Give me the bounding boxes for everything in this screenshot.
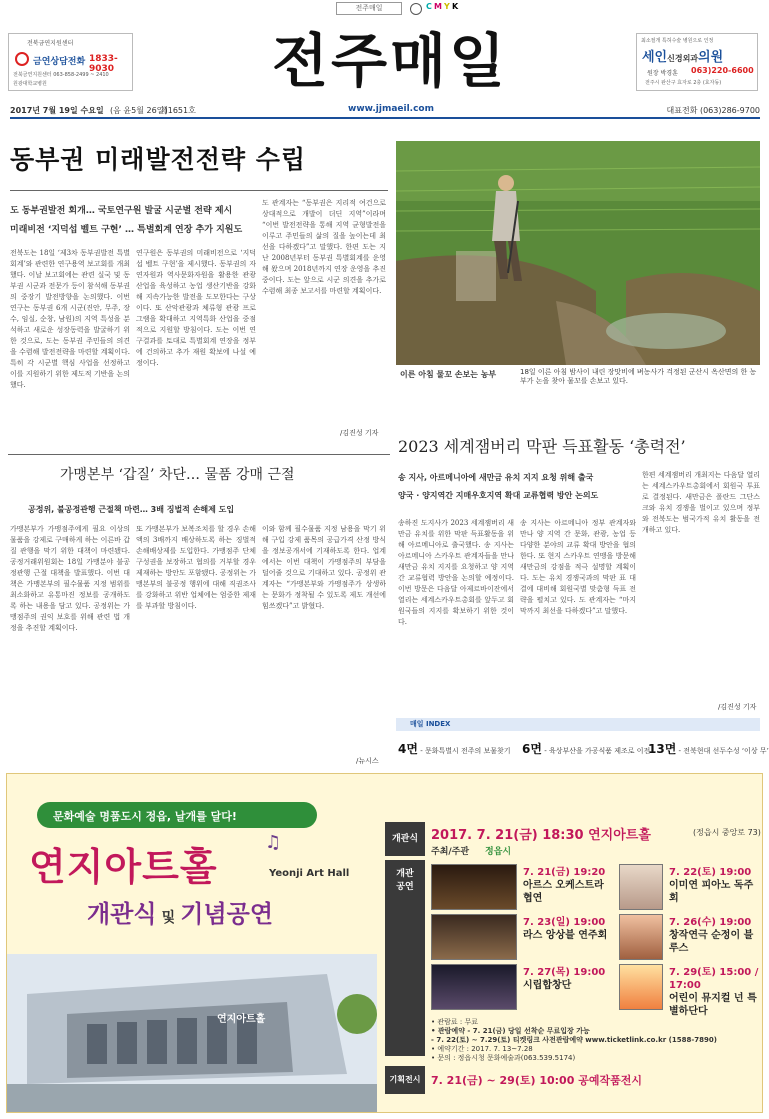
site-url[interactable]: www.jjmaeil.com [348,104,434,114]
ad-sein-tagline: 최소절개 특허수술 병원으로 인정 [641,38,714,44]
ad-info-reserve: • 관람예약 - 7. 21(금) 당일 선착순 무료입장 가능 [431,1027,590,1035]
perf-thumb-2 [619,864,663,910]
ad-title-sub-concert: 기념공연 [180,900,274,928]
photo-caption-body: 18일 이른 아침 밤사이 내린 장맛비에 벼농사가 걱정된 군산시 옥산면의 한 농부가 논을 찾아 물꼬를 손보고 있다. [520,368,757,385]
perf-3-date: 7. 23(일) 19:00 [523,917,606,928]
building-sign: 연지아트홀 [217,1014,266,1025]
registration-crosshair-icon [410,3,422,15]
perf-1-name: 아르스 오케스트라 협연 [523,880,604,904]
ad-no-smoking-label: 금연상담전화 [33,57,86,67]
lead-rule [10,190,388,191]
perf-6-name: 어린이 뮤지컬 넌 특별하단다 [669,993,757,1017]
ad-no-smoking-line1: 전북금연지원센터 063-858-2499 ~ 2410 [13,72,109,78]
ad-title-main: 연지아트홀 [29,845,218,889]
ad-title-sub-and: 및 [161,910,176,926]
perf-1 [523,866,613,905]
ad-title-en: Yeonji Art Hall [269,868,350,879]
story2-frame-top [8,454,390,455]
rep-phone: 대표전화 (063)286-9700 [666,106,760,115]
ad-no-smoking[interactable] [8,33,133,91]
perf-5-date: 7. 27(목) 19:00 [523,967,606,978]
index-bar: 매일 INDEX [396,718,760,731]
perf-thumb-4 [619,914,663,960]
reg-mark-k: K [452,2,459,11]
ad-no-smoking-phone: 1833-9030 [89,54,118,74]
story2-column-2: 또 가맹본부가 보복조치를 할 경우 손해액의 3배까지 배상하도록 하는 징벌적 손해배상제를 도입한다. 가맹점주 단체 구성권을 보장하고 협의를 거부할 경우 제재하는 방안도 포함됐다. 공정위는 가맹본부의 불공정 행위에 대해 직권조사를 강화하고 위반 업체에는 엄중한 제재를 부과할 방침이다. [136,525,256,610]
index-page-4: 4면 [398,742,418,756]
ad-host: 주최/주관 [431,847,470,857]
ad-sein-dept: 신경외과 [667,54,699,63]
ad-sein-clinic[interactable] [636,33,758,91]
index-page-6: 6면 [522,742,542,756]
ad-info-ticketlink: - 7. 22(토) ~ 7.29(토) 티켓링크 사전관람예약 www.ticketlink.co.kr (1588-7890) [431,1036,717,1044]
reg-mark-y: Y [444,2,450,11]
story2-column-3: 이와 함께 필수물품 지정 남용을 막기 위해 구입 강제 품목의 공급가격 산정 방식을 정보공개서에 기재하도록 한다. 업계에서는 이번 대책이 가맹점주의 부담을 덜어줄 것으로 기대하고 있다. 공정위 관계자는 “가맹본부와 가맹점주가 상생하는 문화가 정착될 수 있도록 제도 개선에 힘쓰겠다”고 밝혔다. [262,525,386,610]
reg-mark-c: C [426,2,432,11]
ad-no-smoking-org: 전북금연지원센터 [27,40,74,47]
index-item-4[interactable] [398,740,511,757]
perf-3-name: 라스 앙상블 연주회 [523,930,608,941]
ad-open-line: 2017. 7. 21(금) 18:30 연지아트홀 [431,828,651,843]
ad-yeonji-art-hall[interactable] [6,773,763,1113]
perf-6 [669,966,761,1018]
reg-mark-m: M [434,2,442,11]
index-text-4: - 문화특별시 전주의 보물찾기 [420,747,511,755]
building-illustration [7,954,377,1113]
ad-info-box [431,1018,759,1064]
story3-byline: /김진성 기자 [718,703,757,711]
index-page-13: 13면 [648,742,677,756]
lead-subhead-2: 미래비전 ‘지덕섭 벨트 구현’ … 특별회계 연장 추가 지원도 [10,225,243,235]
perf-1-date: 7. 21(금) 19:20 [523,867,606,878]
perf-3 [523,916,613,942]
perf-6-date: 7. 29(토) 15:00 / 17:00 [669,967,759,991]
issue-date: 2017년 7월 19일 수요일 [10,106,104,115]
story2-byline: /뉴시스 [356,757,379,765]
perf-thumb-1 [431,864,517,910]
ad-no-smoking-line2: 원광대학교병원 [13,81,47,87]
ad-perf-label: 개관 공연 [385,860,425,1056]
ad-exhibit-label: 기획전시 [385,1066,425,1094]
ad-exhibit-line: 7. 21(금) ~ 29(토) 10:00 공예작품전시 [431,1074,642,1087]
ad-title-sub-opening: 개관식 [87,900,157,928]
perf-2-date: 7. 22(토) 19:00 [669,867,752,878]
lead-headline: 동부권 미래발전전략 수립 [10,145,307,174]
no-smoking-icon [15,52,29,66]
ad-open-location: (정읍시 중앙로 73) [693,828,761,837]
ad-info-contact: • 문의 : 정읍시청 문화예술과(063.539.5174) [431,1054,576,1062]
index-text-6: - 육상부산을 가공식품 제조로 이전 [544,747,651,755]
story3-column-2: 송 지사는 아르메니아 정부 관계자와 만나 양 지역 간 문화, 관광, 농업 등 다양한 분야의 교류 확대 방안을 협의한다. 또 현지 스카우트 연맹을 방문해 새만금의 강점을 적극 설명할 계획이다. 도는 유치 경쟁국과의 막판 표 대결에 대비해 회원국별 맞춤형 득표 전략을 펼치고 있다. 도 관계자는 “마지막까지 최선을 다하겠다”고 말했다. [520,519,636,615]
perf-4-name: 창작연극 순정이 블루스 [669,930,754,954]
masthead-title: 전주매일 [271,27,509,95]
perf-5-name: 시립합창단 [523,980,572,991]
perf-2-name: 이미연 피아노 독주회 [669,880,754,904]
ad-sein-address: 전주시 완산구 효자로 2층 (효자동) [645,80,722,86]
lead-subhead-1: 도 동부권발전 회개… 국토연구원 발굴 시군별 전략 제시 [10,206,233,216]
index-item-13[interactable] [648,740,769,757]
lunar-date: (음 윤5월 26일) [110,106,168,115]
ad-sein-phone: 063)220-6600 [691,66,754,75]
ad-sein-clinic-word: 의원 [698,50,724,65]
ad-info-fee: • 관람료 : 무료 [431,1018,478,1026]
photo-caption-title: 이른 아침 물꼬 손보는 농부 [400,370,497,379]
perf-thumb-6 [619,964,663,1010]
perf-thumb-5 [431,964,517,1010]
ad-open-label: 개관식 [385,822,425,856]
registration-box: 전주매일 [336,2,402,15]
main-photo-farmer [396,141,760,365]
perf-4 [669,916,761,955]
index-item-6[interactable] [522,740,650,757]
story2-subhead: 공정위, 불공정관행 근절책 마련… 3배 징벌적 손해제 도입 [28,505,235,514]
farmer-photo-graphic [396,141,760,365]
story2-headline: 가맹본부 ‘갑질’ 차단… 물품 강매 근절 [60,467,295,483]
perf-thumb-3 [431,914,517,960]
ad-ribbon-text: 문화예술 명품도시 정읍, 날개를 달다! [53,810,237,823]
ad-sein-director: 원장 박경훈 [647,70,678,77]
dateline-bar [10,103,760,119]
issue-number: 제1651호 [160,106,196,115]
lead-column-3: 도 관계자는 “동부권은 지리적 여건으로 상대적으로 개발이 더딘 지역”이라며 “이번 발전전략을 통해 지역 균형발전을 이루고 주민들의 삶의 질을 높이는데 최선을 다하겠다”고 말했다. 한편 도는 지난 2008년부터 동부권 특별회계를 운영해 왔으며 2018년까지 연장 운영을 추진 중이다. 도는 앞으로 시군 의견을 추가로 수렴해 최종 보고서를 마련할 계획이다. [262,199,386,295]
story3-headline: 2023 세계잼버리 막판 득표활동 ‘총력전’ [398,437,686,456]
perf-2 [669,866,761,905]
story3-subhead-1: 송 지사, 아르메니아에 새만금 유치 지지 요청 위해 출국 [398,473,594,482]
lead-column-1: 전북도는 18일 ‘제3차 동부권발전 특별회계’와 관련한 연구용역 보고회를 개최했다. 이날 보고회에는 관련 실국 및 동부권 시군과 전문가 등이 참석해 동부권의 중장기 발전방향을 논의했다. 이번 연구는 동부권 6개 시군(진안, 무주, 장수, 임실, 순창, 남원)의 지역 특성을 분석하고 새로운 성장동력을 발굴하기 위한 것으로, 도는 동부권 주민들의 의견을 수렴해 발전전략을 마련할 계획이다. 특히 각 시군별 핵심 사업을 선정하고 이를 지원하기 위한 제도적 기반을 논의했다. [10,249,130,389]
ad-sein-name: 세인 [642,50,668,65]
lead-column-2: 연구원은 동부권의 미래비전으로 ‘지덕섭 벨트 구현’을 제시했다. 동부권의 자연자원과 역사문화자원을 활용한 관광 산업을 육성하고 농업 생산기반을 강화해 지속가능한 발전을 도모한다는 구상이다. 또 산악관광과 체류형 관광 프로그램을 확대하고 지역특화 산업을 중점적으로 지원할 방침이다. 도는 이번 연구결과를 토대로 특별회계 연장을 정부에 건의하고 추가 재원 확보에 나설 예정이다. [136,249,256,367]
story2-column-1: 가맹본부가 가맹점주에게 필요 이상의 물품을 강제로 구매하게 하는 이른바 갑질 관행을 막기 위한 대책이 마련됐다. 공정거래위원회는 18일 가맹분야 불공정관행 근절 대책을 발표했다. 이번 대책은 가맹본부의 필수물품 지정 범위를 최소화하고 유통마진 정보를 공개하도록 하는 내용을 담고 있다. 공정위는 가맹점주의 권익 보호를 위해 관련 법 개정을 추진할 계획이다. [10,525,130,632]
story3-column-3: 한편 세계잼버리 개최지는 다음달 열리는 세계스카우트총회에서 회원국 투표로 결정된다. 새만금은 폴란드 그단스크와 유치 경쟁을 벌이고 있으며 정부와 전북도는 범국가적 유치 활동을 전개하고 있다. [642,471,760,534]
perf-4-date: 7. 26(수) 19:00 [669,917,752,928]
ad-info-period: • 예약기간 : 2017. 7. 13~7.28 [431,1045,533,1053]
perf-5 [523,966,613,992]
story3-subhead-2: 양국 · 양지역간 지매우호지역 확대 교류협력 방안 논의도 [398,491,599,500]
story3-column-1: 송하진 도지사가 2023 세계잼버리 새만금 유치를 위한 막판 득표활동을 위해 아르메니아로 출국했다. 송 지사는 아르메니아 스카우트 관계자들을 만나 새만금 유치 지지를 요청하고 양 지역 간 교류협력 방안을 논의할 예정이다. 이번 방문은 다음달 아제르바이잔에서 열리는 세계스카우트총회를 앞두고 회원국들의 지지를 확보하기 위한 것이다. [398,519,514,626]
index-text-13: - 전북현대 선두수성 ‘이상 무’ [678,747,769,755]
lead-byline: /김진성 기자 [340,429,379,437]
ad-host-name: 정읍시 [485,847,512,857]
music-note-icon: ♫ [265,832,282,853]
